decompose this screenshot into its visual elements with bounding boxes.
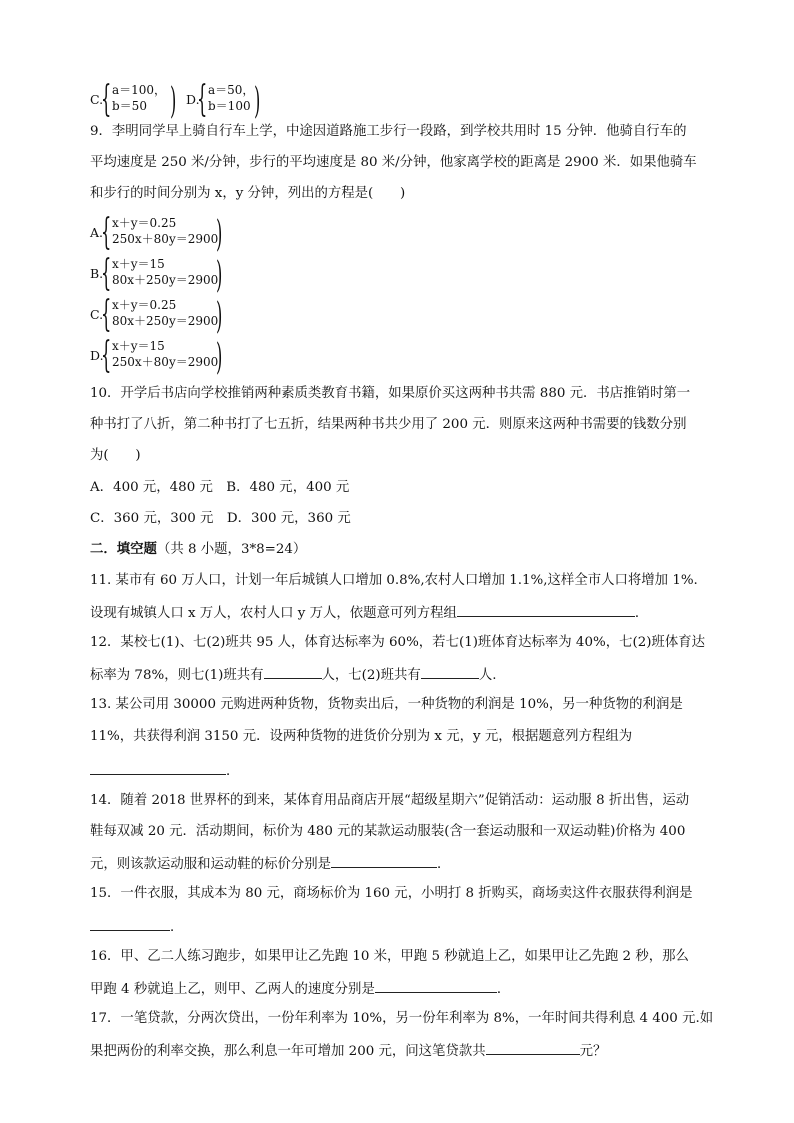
q12-text-b: 人，七(2)班共有 [321, 668, 421, 683]
q14-text-line-1: 14．随着 2018 世界杯的到来，某体育用品商店开展“超级星期六”促销活动：运动服 8 折出售，运动 [90, 793, 690, 808]
left-brace: { [197, 79, 208, 120]
q14-text-line-2: 鞋每双减 20 元．活动期间，标价为 480 元的某款运动服装(含一套运动服和一双运动鞋)价格为 400 [90, 824, 686, 839]
equation: b＝50 [112, 99, 147, 113]
equation: b＝100 [208, 99, 251, 113]
equation-system [208, 82, 254, 114]
q13-text-line-1: 13. 某公司用 30000 元购进两种货物，货物卖出后，一种货物的利润是 10%，另一种货物的利润是 [90, 697, 683, 712]
option-label: A. [90, 225, 104, 240]
equation: a＝50， [208, 83, 255, 97]
equation-system [112, 256, 218, 288]
q16-text-line-1: 16．甲、乙二人练习跑步，如果甲让乙先跑 10 米，甲跑 5 秒就追上乙，如果甲让乙先跑 2 秒，那么 [90, 949, 689, 964]
q9-text-line-3: 和步行的时间分别为 x，y 分钟，列出的方程是( ) [90, 186, 406, 201]
equation: 250x＋80y＝2900 [112, 355, 219, 369]
q12-text-line-1: 12．某校七(1)、七(2)班共 95 人，体育达标率为 60%，若七(1)班体育达标率为 40%，七(2)班体育达 [90, 635, 705, 650]
right-paren: ) [216, 296, 223, 337]
section-note: （共 8 小题，3*8=24） [156, 542, 307, 557]
q10-options-cd: C．360 元，300 元 D．300 元，360 元 [90, 511, 351, 526]
q10-text-line-3: 为( ) [90, 448, 141, 463]
equation: 250x＋80y＝2900 [112, 232, 219, 246]
equation: 80x＋250y＝2900 [112, 273, 219, 287]
right-paren: ) [170, 81, 177, 122]
option-label: C. [90, 307, 104, 322]
q16-end: ． [496, 982, 511, 997]
q14-text: 元，则该款运动服和运动鞋的标价分别是 [90, 857, 332, 872]
q16-text-line-2 [90, 978, 510, 1000]
q13-text-line-2: 11%，共获得利润 3150 元．设两种货物的进货价分别为 x 元，y 元，根据题意列方程组为 [90, 729, 633, 744]
left-brace: { [101, 212, 112, 253]
answer-blank[interactable] [264, 664, 322, 679]
equation: x＋y＝0.25 [112, 216, 177, 230]
q10-text-line-1: 10．开学后书店向学校推销两种素质类教育书籍，如果原价买这两种书共需 880 元．书店推销时第一 [90, 386, 691, 401]
right-paren: ) [216, 255, 223, 296]
q17-end: 元？ [579, 1044, 607, 1059]
q11-end: ． [634, 606, 649, 621]
q12-text-c: 人. [478, 668, 497, 683]
equation-system [112, 82, 166, 114]
equation: a＝100， [112, 83, 167, 97]
left-brace: { [101, 335, 112, 376]
left-brace: { [101, 79, 112, 120]
option-label: D. [186, 92, 200, 107]
option-label: D. [90, 348, 104, 363]
answer-blank[interactable] [421, 664, 479, 679]
q9-text-line-1: 9．李明同学早上骑自行车上学，中途因道路施工步行一段路，到学校共用时 15 分钟．他骑自行车的 [90, 124, 687, 139]
equation: 80x＋250y＝2900 [112, 314, 219, 328]
answer-blank[interactable] [90, 916, 170, 931]
right-paren: ) [254, 81, 261, 122]
section-title: 二．填空题 [90, 542, 157, 557]
q17-text-line-1: 17．一笔贷款，分两次贷出，一份年利率为 10%，另一份年利率为 8%，一年时间共得利息 4 400 元.如 [90, 1011, 714, 1026]
equation-system [112, 215, 218, 247]
option-label: C. [90, 92, 104, 107]
equation: x＋y＝0.25 [112, 298, 177, 312]
q13-end: ． [226, 764, 240, 779]
equation-system [112, 297, 218, 329]
q17-text-line-2 [90, 1040, 606, 1062]
q16-text: 甲跑 4 秒就追上乙，则甲、乙两人的速度分别是 [90, 982, 375, 997]
section-heading [90, 540, 306, 560]
q10-text-line-2: 种书打了八折，第二种书打了七五折，结果两种书共少用了 200 元．则原来这两种书需要的钱数分别 [90, 417, 687, 432]
q15-end: ． [170, 920, 184, 935]
q10-options-ab: A．400 元，480 元 B．480 元，400 元 [90, 480, 350, 495]
answer-blank[interactable] [90, 760, 226, 775]
equation: x＋y＝15 [112, 257, 165, 271]
q14-end: ． [437, 857, 451, 872]
q17-text: 果把两份的利率交换，那么利息一年可增加 200 元，问这笔贷款共 [90, 1044, 486, 1059]
q15-answer-line [90, 916, 183, 938]
answer-blank[interactable] [375, 978, 497, 993]
answer-blank[interactable] [486, 1040, 580, 1055]
q15-text-line-1: 15．一件衣服，其成本为 80 元，商场标价为 160 元，小明打 8 折购买，商场卖这件衣服获得利润是 [90, 886, 693, 901]
q11-text: 设现有城镇人口 x 万人，农村人口 y 万人，依题意可列方程组 [90, 606, 457, 621]
q14-text-line-3 [90, 853, 450, 875]
left-brace: { [101, 253, 112, 294]
q11-text-line-2 [90, 602, 648, 624]
answer-blank[interactable] [331, 853, 437, 868]
answer-blank[interactable] [457, 602, 635, 617]
equation: x＋y＝15 [112, 339, 165, 353]
right-paren: ) [216, 337, 223, 378]
right-paren: ) [216, 214, 223, 255]
equation-system [112, 338, 218, 370]
option-label: B. [90, 266, 104, 281]
q11-text-line-1: 11. 某市有 60 万人口，计划一年后城镇人口增加 0.8%,农村人口增加 1.1%,这样全市人口将增加 1%. [90, 573, 698, 588]
q9-text-line-2: 平均速度是 250 米/分钟，步行的平均速度是 80 米/分钟，他家离学校的距离是 2900 米．如果他骑车 [90, 155, 697, 170]
q12-text-a: 标率为 78%，则七(1)班共有 [90, 668, 264, 683]
q13-answer-line [90, 760, 239, 782]
left-brace: { [101, 294, 112, 335]
q12-text-line-2 [90, 664, 496, 686]
